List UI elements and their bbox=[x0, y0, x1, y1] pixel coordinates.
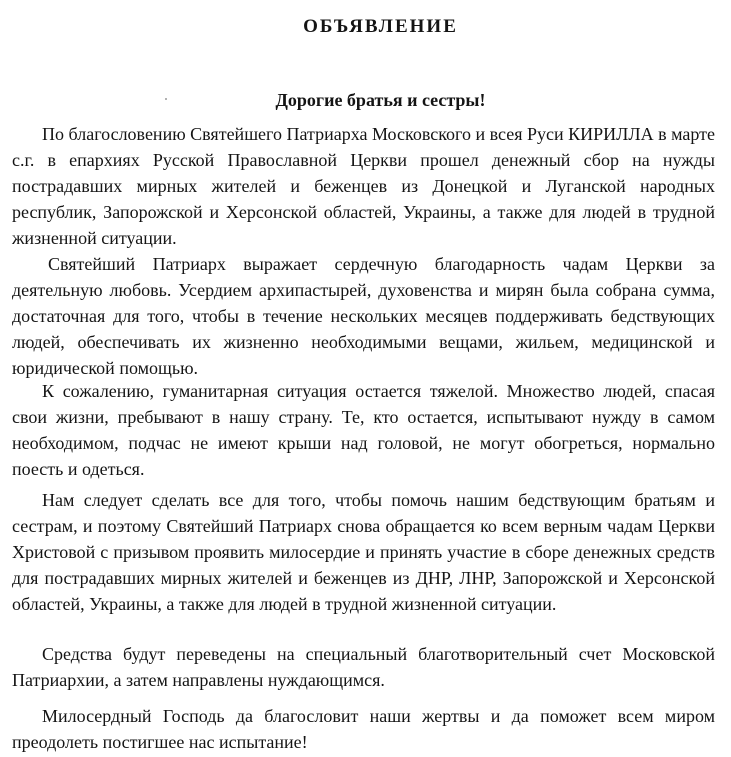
paragraph-closing-blessing: Милосердный Господь да благословит наши жертвы и да поможет всем миром преодолеть постигшее нас испытание! bbox=[12, 706, 715, 752]
document-title: ОБЪЯВЛЕНИЕ bbox=[303, 16, 458, 37]
greeting-heading: Дорогие братья и сестры! bbox=[275, 90, 486, 110]
paragraph-blessing-collection: По благословению Святейшего Патриарха Московского и всея Руси КИРИЛЛА в марте с.г. в епархиях Русской Православной Церкви прошел денежный сбор на нужды пострадавших мирных жителей и беженцев из Донецкой и Луганской народных республик, Запорожской и Херсонской областей, Украины, а также для людей в трудной жизненной ситуации. bbox=[12, 124, 715, 248]
paragraph-appeal: Нам следует сделать все для того, чтобы помочь нашим бедствующим братьям и сестрам, и поэтому Святейший Патриарх снова обращается ко всем верным чадам Церкви Христовой с призывом проявить милосердие и принять участие в сборе денежных средств для пострадавших мирных жителей и беженцев из ДНР, ЛНР, Запорожской и Херсонской областей, Украины, а также для людей в трудной жизненной ситуации. bbox=[12, 490, 715, 614]
paragraph-humanitarian-situation: К сожалению, гуманитарная ситуация остается тяжелой. Множество людей, спасая свои жизни, пребывают в нашу страну. Те, кто остается, испытывают нужду в самом необходимом, подчас не имеют крыши над головой, не могут обогреться, нормально поесть и одеться. bbox=[12, 381, 715, 479]
paragraph-gratitude: Святейший Патриарх выражает сердечную благодарность чадам Церкви за деятельную любовь. Усердием архипастырей, духовенства и мирян была собрана сумма, достаточная для того, чтобы в течение нескольких месяцев поддерживать бедствующих людей, обеспечивать их жизненно необходимыми вещами, жильем, медицинской и юридической помощью. bbox=[12, 254, 715, 378]
paragraph-funds-transfer: Средства будут переведены на специальный благотворительный счет Московской Патриархии, а затем направлены нуждающимся. bbox=[12, 644, 715, 690]
